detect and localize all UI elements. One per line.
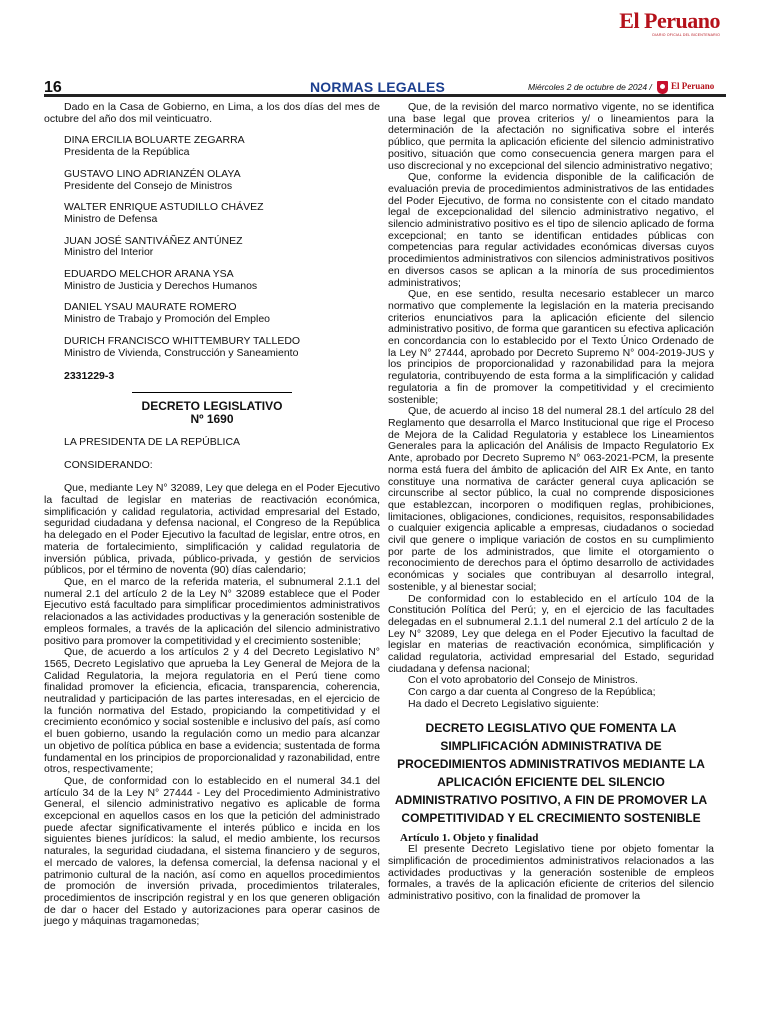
page-number: 16 <box>44 79 62 96</box>
signatory-name: JUAN JOSÉ SANTIVÁÑEZ ANTÚNEZ <box>64 234 243 247</box>
paragraph: Con el voto aprobatorio del Consejo de Ministros. <box>408 674 638 687</box>
signatories <box>64 135 380 359</box>
masthead-tagline: DIARIO OFICIAL DEL BICENTENARIO <box>652 33 720 37</box>
decree-number: Nº 1690 <box>190 411 234 426</box>
right-column <box>388 102 714 903</box>
paragraph: Con cargo a dar cuenta al Congreso de la República; <box>408 686 656 699</box>
paragraph: Que, mediante Ley N° 32089, Ley que delega en el Poder Ejecutivo la facultad de legislar en materias de reactivación económica, simplificación y calidad regulatoria, actividad empresarial del Estado, seguridad ciudadana y defensa nacional, el Congreso de la República ha delegado en el Poder Ejecutivo la facultad de legislar, entre otros, en materia de fortalecimiento, simplificación y calidad regulatoria de inversión pública, privada, público-privada, y gestión de servicios públicos, por el término de noventa (90) días calendario; <box>44 482 380 577</box>
el-peruano-logo: El Peruano <box>619 8 720 33</box>
decree-heading: DECRETO LEGISLATIVO QUE FOMENTA LA SIMPLIFICACIÓN ADMINISTRATIVA DE PROCEDIMIENTOS ADMINISTRATIVOS MEDIANTE LA APLICACIÓN EFICIENTE DEL SILENCIO ADMINISTRATIVO POSITIVO, A FIN DE PROMOVER LA COMPETITIVIDAD Y EL CRECIMIENTO SOSTENIBLE <box>394 720 708 825</box>
paragraph: Ha dado el Decreto Legislativo siguiente: <box>408 697 599 710</box>
signatory-role: Presidenta de la República <box>64 146 190 159</box>
left-column <box>44 102 380 928</box>
paragraph: Que, de acuerdo a los artículos 2 y 4 del Decreto Legislativo N° 1565, Decreto Legislativo que aprueba la Ley General de Mejora de la Calidad Regulatoria, la mejora regulatoria en el Perú tiene como finalidad promover la eficiencia, eficacia, transparencia, coherencia, neutralidad y participación de las partes interesadas, en el ejercicio de la función normativa del Estado, propiciando la competitividad y el crecimiento económico y social sostenible e inclusivo del país, así como el buen gobierno, usando la regulación como un medio para alcanzar un objetivo de política pública en base a evidencia; sustentada de forma fundamental en los principios de proporcionalidad y razonabilidad, entre otros, respectivamente; <box>44 646 380 776</box>
masthead <box>619 10 720 37</box>
paragraph: De conformidad con lo establecido en el artículo 104 de la Constitución Política del Perú; y, en el ejercicio de las facultades delegadas en el subnumeral 2.1.1 del numeral 2.1 del artículo 2 de la Ley N° 32089, Ley que delega en el Poder Ejecutivo la facultad de legislar en materias de reactivación económica, simplificación y calidad regulatoria, actividad empresarial del Estado, seguridad ciudadana y defensa nacional; <box>388 592 714 675</box>
issue-date: Miércoles 2 de octubre de 2024 / <box>528 82 652 92</box>
issuer: LA PRESIDENTA DE LA REPÚBLICA <box>64 435 241 448</box>
coat-of-arms-icon <box>657 81 668 94</box>
signatory-name: DINA ERCILIA BOLUARTE ZEGARRA <box>64 134 245 147</box>
signatory-role: Ministro del Interior <box>64 246 154 259</box>
section-title: NORMAS LEGALES <box>310 79 446 95</box>
closing-paragraph: Dado en la Casa de Gobierno, en Lima, a los dos días del mes de octubre del año dos mil veinticuatro. <box>44 101 380 125</box>
signatory-role: Ministro de Justicia y Derechos Humanos <box>64 279 258 292</box>
signatory-role: Ministro de Trabajo y Promoción del Empleo <box>64 313 271 326</box>
header-brand: El Peruano <box>671 81 715 91</box>
signatory-role: Ministro de Defensa <box>64 212 158 225</box>
signatory-name: DANIEL YSAU MAURATE ROMERO <box>64 301 237 314</box>
article-heading: Artículo 1. Objeto y finalidad <box>400 831 539 844</box>
signatory-role: Ministro de Vivienda, Construcción y Saneamiento <box>64 346 299 359</box>
signatory-name: WALTER ENRIQUE ASTUDILLO CHÁVEZ <box>64 201 264 214</box>
signatory-name: GUSTAVO LINO ADRIANZÉN OLAYA <box>64 167 241 180</box>
page-header <box>44 78 726 97</box>
paragraph: Que, en ese sentido, resulta necesario establecer un marco normativo que complemente la legislación en la materia precisando criterios enunciativos para la aplicación eficiente del silencio administrativo positivo, de forma que garanticen su efectiva aplicación en concordancia con lo establecido por el Texto Único Ordenado de la Ley N° 27444, aprobado por Decreto Supremo N° 004-2019-JUS y los principios de proporcionalidad y razonabilidad para la mejora regulatoria, contribuyendo de esta forma a la simplificación y calidad regulatoria a fin de promover la competitividad y el crecimiento sostenible; <box>388 288 714 406</box>
signatory-name: DURICH FRANCISCO WHITTEMBURY TALLEDO <box>64 334 301 347</box>
paragraph: Que, de acuerdo al inciso 18 del numeral 28.1 del artículo 28 del Reglamento que desarrolla el Marco Institucional que rige el Proceso de Mejora de la Calidad Regulatoria y establece los Lineamientos Generales para la aplicación del Análisis de Impacto Regulatorio Ex Ante, aprobado por Decreto Supremo N° 063-2021-PCM, la presente norma está fuera del ámbito de aplicación del AIR Ex Ante, en tanto constituye una normativa de carácter general cuya aplicación se circunscribe al sector público, la cual no comprende disposiciones que establezcan, incorporen o modifiquen reglas, prohibiciones, limitaciones, obligaciones, condiciones, requisitos, responsabilidades o cualquier exigencia aplicable a empresas, ciudadanos o sociedad civil que genere o implique variación de costos en su cumplimiento por parte de los administrados, que limite el otorgamiento o reconocimiento de derechos para el óptimo desarrollo de actividades económicas y sociales que contribuyan al desarrollo integral, sostenible, y al bienestar social; <box>388 405 714 593</box>
signatory-role: Presidente del Consejo de Ministros <box>64 179 233 192</box>
article-text: El presente Decreto Legislativo tiene por objeto fomentar la simplificación de procedimientos administrativos relacionados a las actividades productivas y la generación sostenible de empleos formales, a través de la aplicación eficiente de criterios del silencio administrativo positivo, con la finalidad de promover la <box>388 843 714 903</box>
signatory-name: EDUARDO MELCHOR ARANA YSA <box>64 268 234 281</box>
separator-line <box>132 392 292 393</box>
paragraph: Que, de la revisión del marco normativo vigente, no se identifica una base legal que provea criterios y/ o lineamientos para la determinación de la afectación no significativa sobre el interés público, que permita la aplicación eficiente del silencio administrativo positivo, situación que como consecuencia genera margen para el uso discrecional y no excepcional del silencio administrativo negativo; <box>388 101 714 172</box>
publication-code: 2331229-3 <box>64 370 115 383</box>
paragraph: Que, conforme la evidencia disponible de la calificación de evaluación previa de procedimientos administrativos de las entidades del Poder Ejecutivo, de forma no consistente con el citado mandato legal de excepcionalidad del silencio administrativo negativo, el silencio administrativo positivo es el tipo de silencio aplicado de forma excepcional; en tanto se identifican entidades públicas con competencias para regular actividades económicas diversas cuyos procedimientos administrativos con silencios administrativos positivos en diversos casos se aplican a la minoría de sus procedimientos administrativos; <box>388 171 714 289</box>
considerando-heading: CONSIDERANDO: <box>64 458 153 471</box>
decree-title: DECRETO LEGISLATIVO <box>141 398 283 413</box>
paragraph: Que, de conformidad con lo establecido en el numeral 34.1 del artículo 34 de la Ley N° 27444 - Ley del Procedimiento Administrativo General, el silencio administrativo negativo es aplicable de forma excepcional en aquellos casos en los que la petición del administrado puede afectar significativamente el interés público e incida en los siguientes bienes jurídicos: la salud, el medio ambiente, los recursos naturales, la seguridad ciudadana, el sistema financiero y de seguros, el mercado de valores, la defensa comercial, la defensa nacional y el patrimonio cultural de la nación, así como en aquellos procedimientos de promoción de inversión privada, procedimientos trilaterales, procedimientos de inscripción registral y en los que generen obligación de dar o hacer del Estado y autorizaciones para operar casinos de juego y máquinas tragamonedas; <box>44 774 380 928</box>
paragraph: Que, en el marco de la referida materia, el subnumeral 2.1.1 del numeral 2.1 del artículo 2 de la Ley N° 32089 establece que el Poder Ejecutivo está facultado para simplificar procedimientos administrativos relacionados a las actividades productivas y la generación sostenible de empleos formales, a través de la aplicación del silencio administrativo positivo para promover la competitividad y el crecimiento sostenible; <box>44 575 380 647</box>
